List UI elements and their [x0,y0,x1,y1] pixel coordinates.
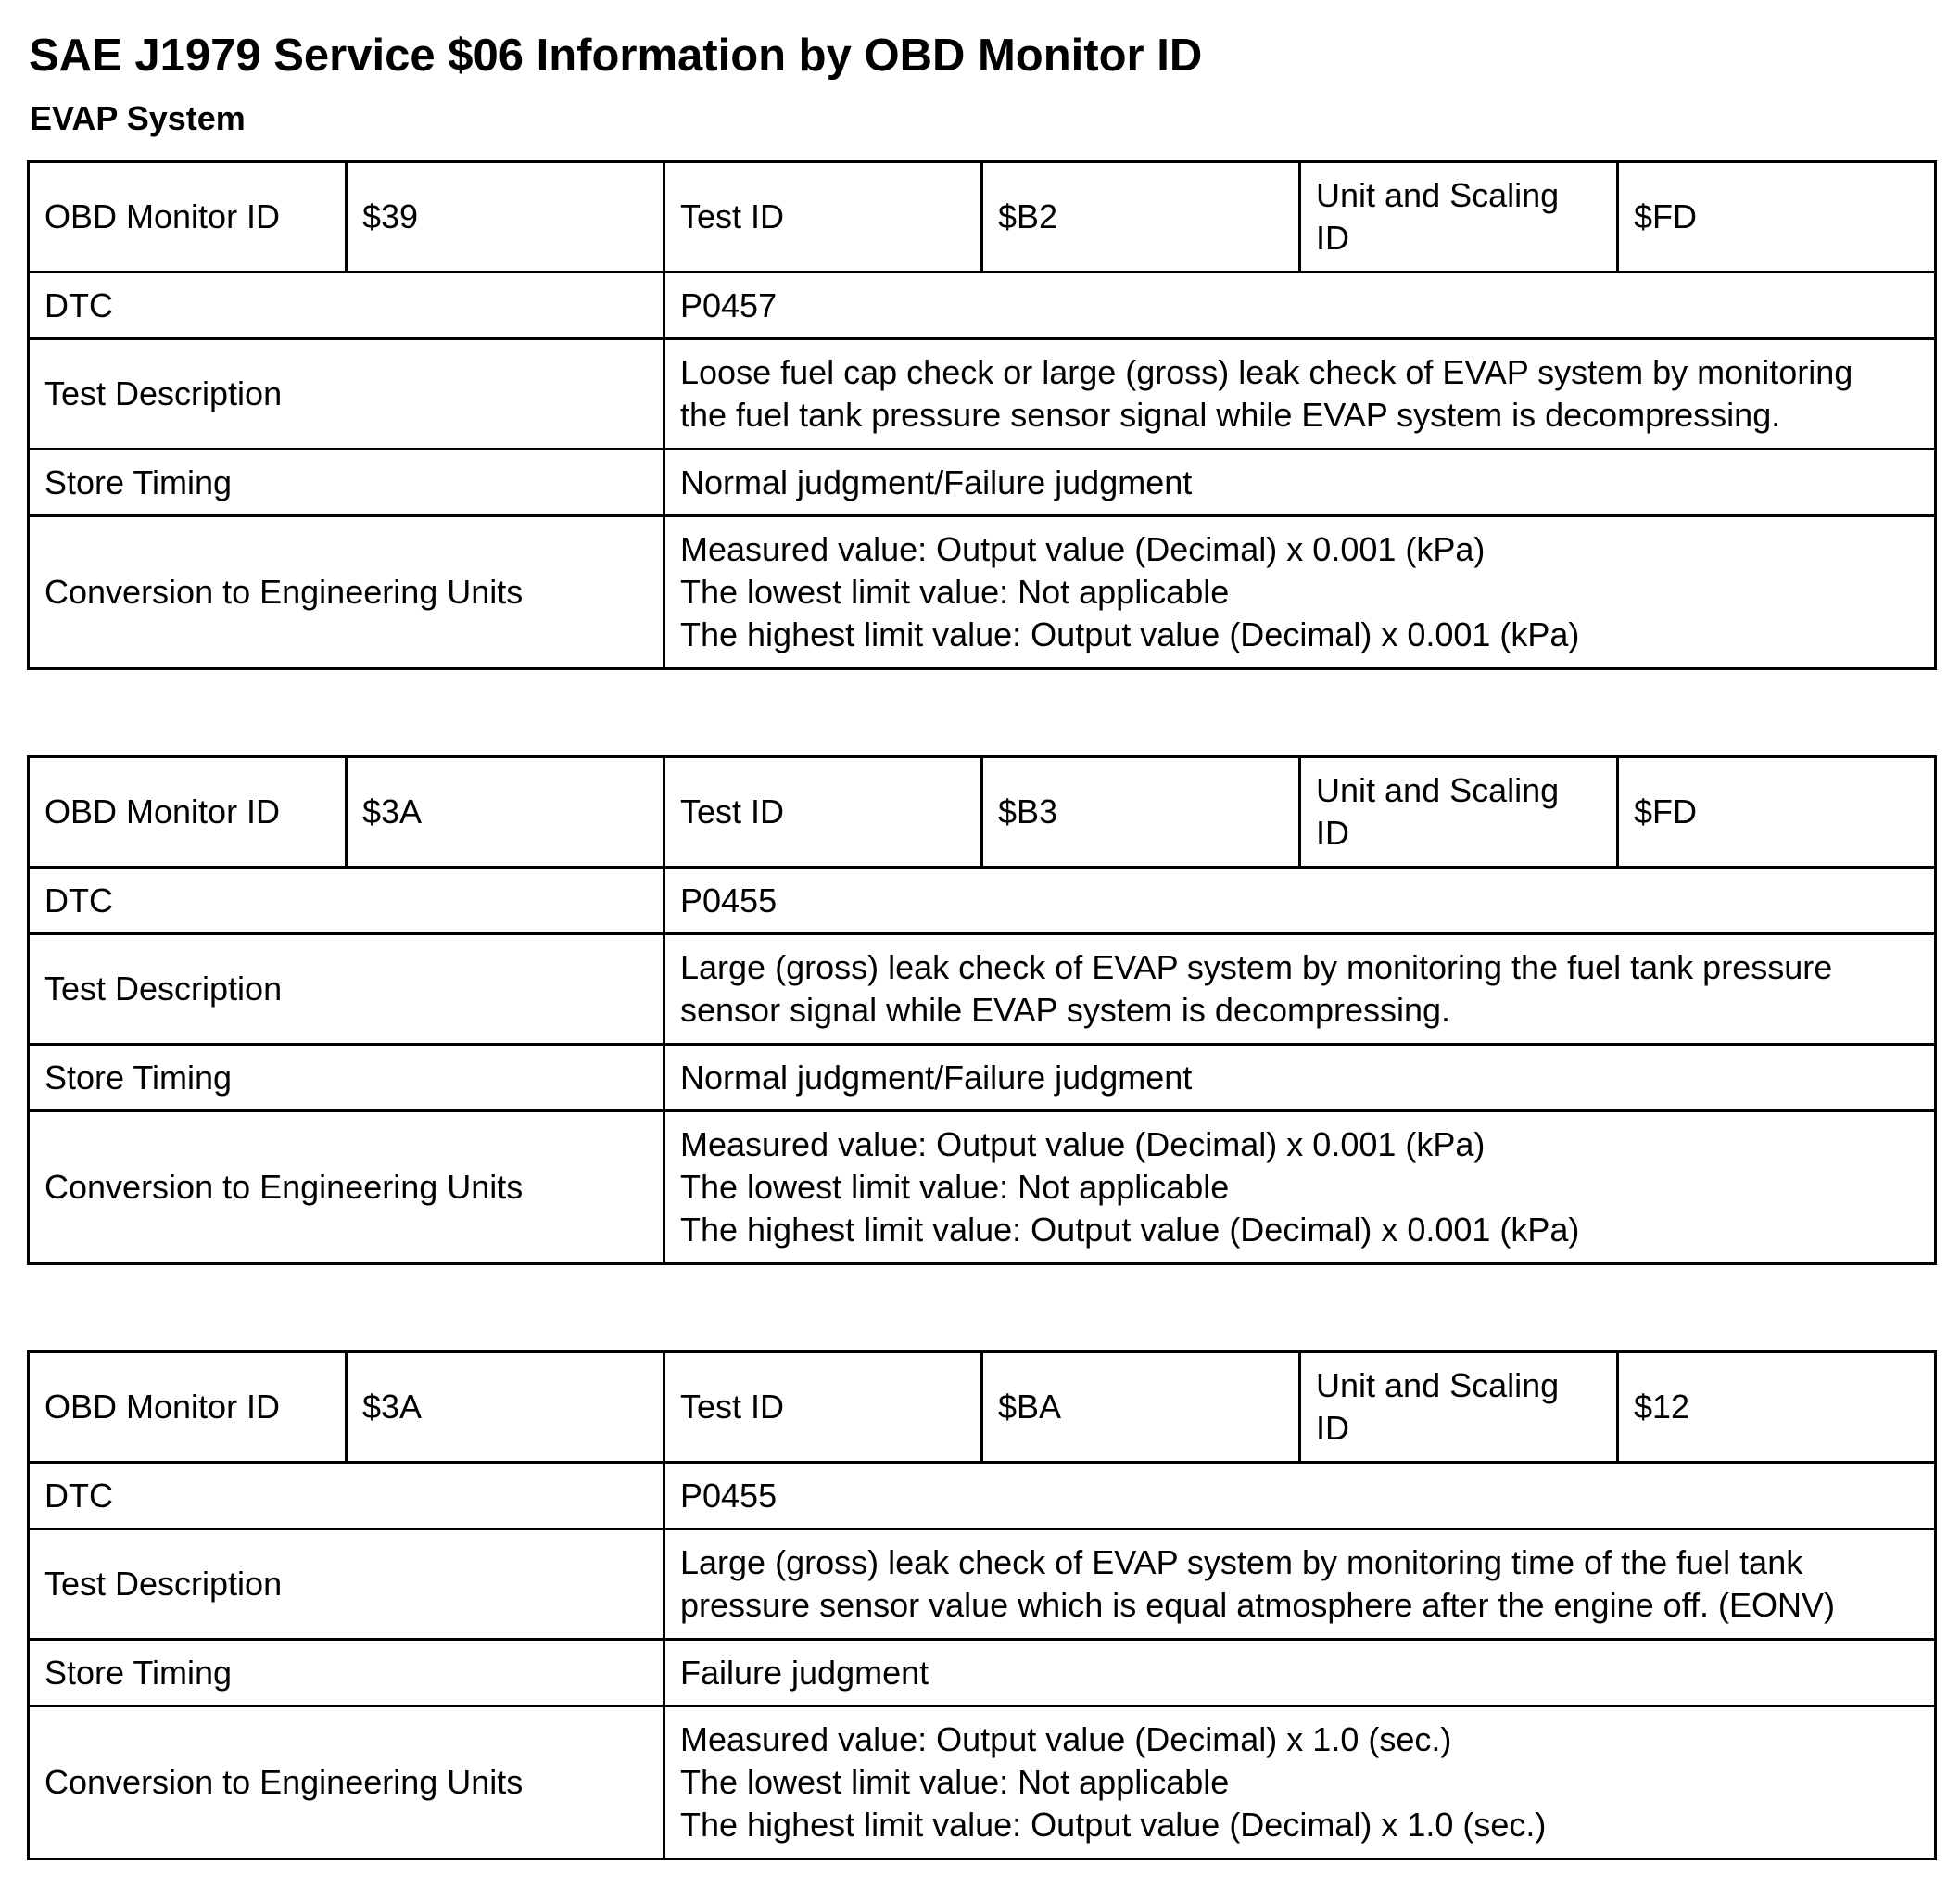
conversion-label: Conversion to Engineering Units [29,1706,664,1859]
table-row-header [29,1352,1936,1463]
table-row-description [29,339,1936,450]
test-description-value: Large (gross) leak check of EVAP system by monitoring time of the fuel tank pressure sensor value which is equal atmosphere after the engine off. (EONV) [664,1529,1936,1640]
table-row-description [29,1529,1936,1640]
test-id-value: $B3 [982,757,1300,868]
test-id-label: Test ID [664,1352,982,1463]
obd-monitor-table [27,1350,1937,1860]
unit-scaling-id-label: Unit and Scaling ID [1300,1352,1618,1463]
test-id-value: $BA [982,1352,1300,1463]
dtc-value: P0457 [664,273,1936,339]
table-row-conversion [29,1111,1936,1264]
obd-monitor-id-label: OBD Monitor ID [29,757,347,868]
dtc-label: DTC [29,273,664,339]
unit-scaling-id-label: Unit and Scaling ID [1300,162,1618,273]
dtc-value: P0455 [664,868,1936,934]
table-row-conversion [29,1706,1936,1859]
table-row-dtc [29,868,1936,934]
store-timing-label: Store Timing [29,1045,664,1111]
store-timing-value: Failure judgment [664,1640,1936,1706]
unit-scaling-id-value: $FD [1618,162,1936,273]
conversion-label: Conversion to Engineering Units [29,516,664,669]
unit-scaling-id-value: $FD [1618,757,1936,868]
test-description-label: Test Description [29,339,664,450]
table-row-header [29,757,1936,868]
unit-scaling-id-label: Unit and Scaling ID [1300,757,1618,868]
store-timing-value: Normal judgment/Failure judgment [664,450,1936,516]
table-row-conversion [29,516,1936,669]
section-subtitle: EVAP System [30,99,246,137]
test-id-label: Test ID [664,162,982,273]
dtc-label: DTC [29,1463,664,1529]
obd-monitor-id-label: OBD Monitor ID [29,162,347,273]
obd-monitor-id-label: OBD Monitor ID [29,1352,347,1463]
obd-monitor-table [27,160,1937,670]
conversion-value: Measured value: Output value (Decimal) x 1.0 (sec.) The lowest limit value: Not applicable The highest limit value: Output value (Decimal) x 1.0 (sec.) [664,1706,1936,1859]
conversion-label: Conversion to Engineering Units [29,1111,664,1264]
conversion-value: Measured value: Output value (Decimal) x 0.001 (kPa) The lowest limit value: Not applicable The highest limit value: Output value (Decimal) x 0.001 (kPa) [664,1111,1936,1264]
test-description-value: Large (gross) leak check of EVAP system by monitoring the fuel tank pressure sensor signal while EVAP system is decompressing. [664,934,1936,1045]
store-timing-value: Normal judgment/Failure judgment [664,1045,1936,1111]
test-description-label: Test Description [29,934,664,1045]
table-row-store-timing [29,450,1936,516]
table-row-store-timing [29,1640,1936,1706]
store-timing-label: Store Timing [29,1640,664,1706]
obd-monitor-id-value: $39 [347,162,664,273]
table-row-description [29,934,1936,1045]
store-timing-label: Store Timing [29,450,664,516]
obd-monitor-id-value: $3A [347,757,664,868]
test-description-label: Test Description [29,1529,664,1640]
table-row-dtc [29,273,1936,339]
table-row-header [29,162,1936,273]
conversion-value: Measured value: Output value (Decimal) x 0.001 (kPa) The lowest limit value: Not applicable The highest limit value: Output value (Decimal) x 0.001 (kPa) [664,516,1936,669]
obd-monitor-id-value: $3A [347,1352,664,1463]
unit-scaling-id-value: $12 [1618,1352,1936,1463]
dtc-value: P0455 [664,1463,1936,1529]
dtc-label: DTC [29,868,664,934]
table-row-dtc [29,1463,1936,1529]
test-description-value: Loose fuel cap check or large (gross) leak check of EVAP system by monitoring the fuel tank pressure sensor signal while EVAP system is decompressing. [664,339,1936,450]
page-title: SAE J1979 Service $06 Information by OBD Monitor ID [29,31,1203,81]
test-id-label: Test ID [664,757,982,868]
table-row-store-timing [29,1045,1936,1111]
test-id-value: $B2 [982,162,1300,273]
obd-monitor-table [27,755,1937,1265]
